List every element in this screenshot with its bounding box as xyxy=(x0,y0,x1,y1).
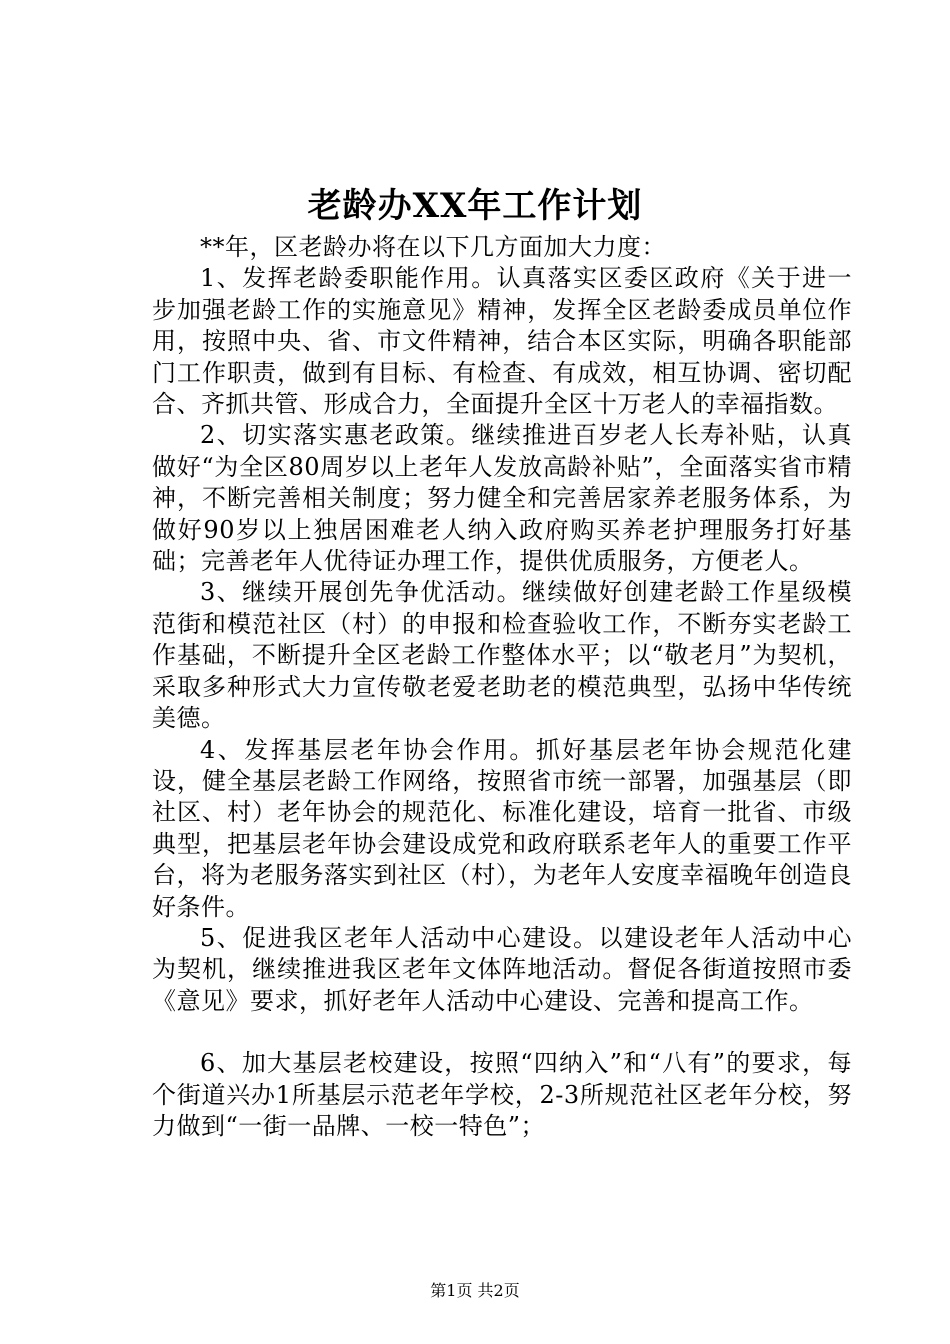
page-footer: 第1页 共2页 xyxy=(430,1281,520,1300)
paragraph-2: 2、切实落实惠老政策。继续推进百岁老人长寿补贴，认真做好“为全区80周岁以上老年人发放高龄补贴”，全面落实省市精神，不断完善相关制度；努力健全和完善居家养老服务体系，为做好90岁以上独居困难老人纳入政府购买养老护理服务打好基础；完善老年人优待证办理工作，提供优质服务，方便老人。 xyxy=(152,421,852,576)
paragraph-5: 5、促进我区老年人活动中心建设。以建设老年人活动中心为契机，继续推进我区老年文体阵地活动。督促各街道按照市委《意见》要求，抓好老年人活动中心建设、完善和提高工作。 xyxy=(152,923,852,1015)
paragraph-3: 3、继续开展创先争优活动。继续做好创建老龄工作星级模范街和模范社区（村）的申报和检查验收工作，不断夯实老龄工作基础，不断提升全区老龄工作整体水平；以“敬老月”为契机，采取多种形式大力宣传敬老爱老助老的模范典型，弘扬中华传统美德。 xyxy=(152,578,852,733)
document-body xyxy=(152,232,852,1142)
paragraph-6: 6、加大基层老校建设，按照“四纳入”和“八有”的要求，每个街道兴办1所基层示范老年学校，2-3所规范社区老年分校，努力做到“一街一品牌、一校一特色”； xyxy=(152,1049,852,1140)
document-title: 老龄办XX年工作计划 xyxy=(307,186,643,226)
paragraph-1: 1、发挥老龄委职能作用。认真落实区委区政府《关于进一步加强老龄工作的实施意见》精神，发挥全区老龄委成员单位作用，按照中央、省、市文件精神，结合本区实际，明确各职能部门工作职责，做到有目标、有检查、有成效，相互协调、密切配合、齐抓共管、形成合力，全面提升全区十万老人的幸福指数。 xyxy=(152,264,852,419)
intro-paragraph: **年，区老龄办将在以下几方面加大力度： xyxy=(200,233,666,261)
paragraph-4: 4、发挥基层老年协会作用。抓好基层老年协会规范化建设，健全基层老龄工作网络，按照省市统一部署，加强基层（即社区、村）老年协会的规范化、标准化建设，培育一批省、市级典型，把基层老年协会建设成党和政府联系老年人的重要工作平台，将为老服务落实到社区（村），为老年人安度幸福晚年创造良好条件。 xyxy=(152,735,852,921)
